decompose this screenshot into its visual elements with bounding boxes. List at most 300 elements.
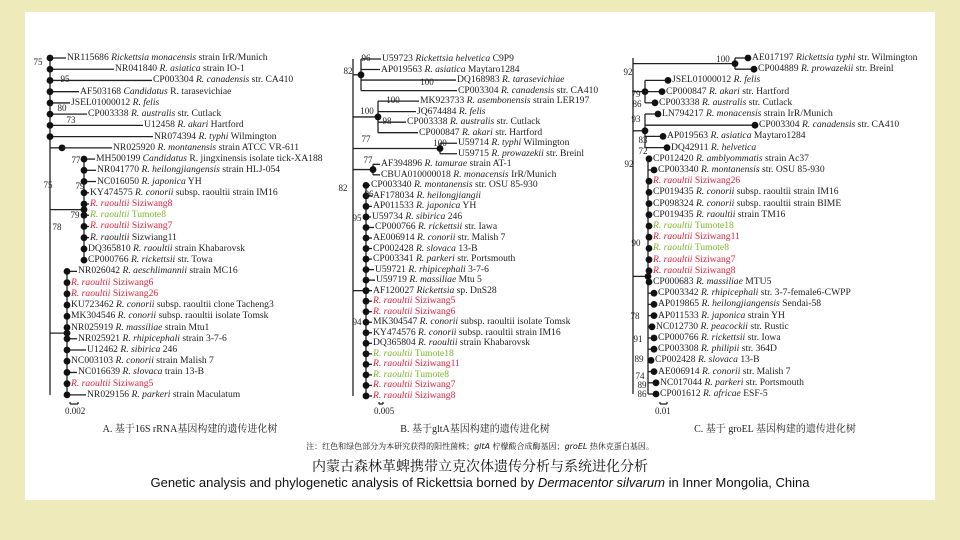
node-dot (651, 290, 658, 297)
leaf-strain: strain IO-1 (202, 63, 245, 75)
figure-note (0, 441, 960, 452)
leaf-strain: ESF-5 (743, 388, 768, 399)
leaf-accession: CP003342 (658, 287, 699, 299)
leaf-accession: AP011533 (373, 200, 414, 212)
tree-leaf-label (655, 355, 760, 365)
leaf-accession: NR025920 (113, 141, 156, 153)
bootstrap-value: 98 (382, 116, 392, 126)
node-dot (363, 329, 370, 336)
leaf-species: R. raoultii (133, 242, 173, 254)
leaf-accession: NR025919 (71, 321, 114, 333)
leaf-species: R. philipii (700, 343, 740, 355)
tree-leaf-label (381, 65, 520, 75)
leaf-strain: YH (462, 200, 477, 212)
node-dot (363, 319, 370, 326)
note-gene2: groEL (564, 442, 588, 451)
leaf-species: R. raoultii (90, 209, 130, 221)
tree-leaf-label (78, 266, 238, 276)
leaf-species: R. akari (461, 126, 493, 138)
leaf-strain: strain HLJ-054 (222, 164, 281, 176)
leaf-species: Rickettsia typhi (795, 52, 856, 63)
leaf-strain: strain IrR/Munich (763, 108, 833, 119)
leaf-accession: JSEL01000012 (672, 74, 732, 86)
node-dot (81, 212, 88, 219)
leaf-strain: strain Maculatum (172, 388, 241, 400)
leaf-strain: str. Breinl (855, 63, 894, 75)
leaf-species: R. canadensis (500, 84, 555, 96)
bootstrap-value: 73 (66, 115, 76, 125)
node-dot (363, 266, 370, 273)
tree-leaf-label (78, 334, 227, 344)
node-dot (651, 301, 658, 308)
tree-leaf-label (88, 109, 221, 119)
leaf-strain: Siziwang5 (112, 377, 154, 389)
leaf-strain: strain ATCC VR-611 (218, 141, 300, 153)
leaf-accession: U59715 (458, 147, 489, 159)
node-dot (752, 122, 759, 129)
leaf-species: R. heilongjiangensis (141, 164, 220, 176)
tree-leaf-label (88, 244, 245, 254)
leaf-species: R. asiatica (710, 130, 752, 142)
leaf-strain: Hartford (210, 119, 244, 131)
leaf-strain: str. Cutlack (177, 108, 222, 120)
leaf-accession: AF503168 (80, 85, 122, 97)
node-dot (655, 111, 662, 118)
tree-leaf-label (373, 307, 455, 317)
note-gene1: gltA (474, 442, 491, 451)
bootstrap-value: 92 (624, 159, 634, 169)
tree-leaf-label (381, 159, 512, 169)
leaf-strain: Siziwang8 (414, 389, 456, 401)
bootstrap-value: 100 (386, 95, 400, 105)
leaf-accession: AP019563 (667, 130, 709, 142)
node-dot (363, 361, 370, 368)
node-dot (653, 391, 660, 398)
bootstrap-value: 82 (338, 183, 348, 193)
tree-leaf-label (115, 64, 245, 74)
leaf-species: R. raoultii (90, 220, 130, 232)
node-dot (64, 268, 71, 275)
leaf-strain: Tumote8 (414, 368, 449, 380)
tree-leaf-label (90, 233, 177, 243)
tree-leaf-label (653, 232, 740, 242)
leaf-strain: 246 (447, 210, 463, 222)
leaf-accession: CP003340 (658, 164, 699, 175)
tree-leaf-label (653, 255, 735, 265)
tree-leaf-label (653, 176, 740, 186)
tree-leaf-label (417, 107, 486, 117)
node-dot (81, 167, 88, 174)
tree-leaf-label (666, 87, 789, 97)
node-dot (660, 133, 667, 140)
bootstrap-value: 77 (363, 155, 373, 165)
bootstrap-value: 100 (360, 106, 374, 116)
leaf-accession: NC012730 (656, 320, 699, 332)
node-dot (64, 358, 71, 365)
node-dot (47, 122, 54, 129)
node-dot (646, 267, 653, 274)
leaf-species: R. conorii (115, 355, 154, 367)
leaf-strain: 13-B (740, 354, 760, 366)
leaf-species: R. canadensis (195, 74, 250, 86)
leaf-accession: MH500199 (96, 153, 141, 165)
slide-title-english (0, 475, 960, 490)
leaf-strain: MTU5 (745, 276, 772, 287)
leaf-accession: NR041770 (97, 164, 140, 176)
bootstrap-value: 75 (43, 180, 53, 190)
leaf-accession: CP003308 (658, 343, 699, 355)
tree-leaf-label (97, 177, 202, 187)
node-dot (363, 277, 370, 284)
leaf-species: R. rhipicephali (122, 332, 180, 344)
node-dot (642, 127, 649, 134)
tree-leaf-label (671, 143, 756, 153)
node-dot (363, 393, 370, 400)
tree-leaf-label (658, 367, 790, 377)
tree-leaf-label (653, 221, 734, 231)
leaf-strain: Tumote8 (131, 209, 166, 221)
node-dot (646, 189, 653, 196)
leaf-species: R. raoultii (695, 208, 736, 220)
node-dot (363, 350, 370, 357)
leaf-strain: str. OSU 85-930 (761, 164, 825, 175)
leaf-strain: Siziwang8 (131, 197, 173, 209)
leaf-accession: CP098324 (653, 197, 694, 209)
leaf-species: R. asembonensis (466, 95, 531, 107)
tree-leaf-label (381, 170, 556, 180)
tree-leaf-label (373, 286, 497, 296)
leaf-accession: AP011533 (658, 309, 699, 321)
leaf-strain: str. Portsmouth (457, 253, 516, 265)
leaf-species: R. slovaca (122, 366, 163, 378)
panel-caption: B. 基于gltA基因构建的遗传进化树 (400, 424, 550, 435)
leaf-accession: CP003340 (371, 179, 412, 191)
bootstrap-value: 95 (352, 213, 362, 223)
leaf-accession: KU723462 (71, 299, 114, 311)
leaf-species: R. conorii (695, 197, 735, 209)
tree-leaf-label (653, 210, 785, 220)
leaf-accession: NC016639 (78, 366, 121, 378)
bootstrap-value: 82 (343, 66, 353, 76)
leaf-accession: CP003304 (458, 84, 499, 96)
bootstrap-value: 91 (633, 334, 643, 344)
leaf-strain: str. Iowa (747, 332, 781, 343)
leaf-species: R. akari (708, 85, 740, 97)
tree-leaf-label (90, 221, 172, 231)
leaf-strain: Siziwang7 (131, 220, 173, 232)
node-dot (646, 245, 653, 252)
leaf-strain: Sendai-58 (782, 298, 822, 310)
leaf-strain: strain AT-1 (469, 158, 512, 170)
tree-leaf-label (71, 356, 214, 366)
tree-leaf-label (96, 154, 323, 164)
tree-leaf-label (71, 98, 159, 108)
leaf-species: R. japonica (141, 175, 186, 187)
leaf-species: R. amblyommatis (695, 152, 763, 164)
leaf-species: Rickettsia (416, 284, 455, 296)
node-dot (363, 203, 370, 210)
tree-leaf-label (458, 138, 569, 148)
tree-leaf-label (662, 109, 833, 119)
node-dot (651, 335, 658, 342)
leaf-strain: subsp. raoultii clone Tacheng3 (156, 299, 274, 311)
tree-leaf-label (373, 233, 505, 243)
tree-leaf-label (373, 317, 570, 327)
leaf-strain: Siziwang26 (694, 175, 741, 187)
bootstrap-value: 75 (33, 57, 43, 67)
leaf-accession: DQ42911 (671, 141, 709, 153)
leaf-strain: str. CA410 (556, 84, 599, 96)
leaf-species: R. slovaca (697, 354, 738, 366)
tree-leaf-label (113, 143, 299, 153)
leaf-strain: Siziwang7 (414, 379, 456, 391)
tree-leaf-label (78, 367, 204, 377)
bootstrap-value: 95 (60, 74, 70, 84)
node-dot (646, 223, 653, 230)
leaf-strain: str. Hartford (742, 85, 790, 97)
leaf-species: R. rickettsii (130, 254, 176, 266)
leaf-species: R. aeschlimannii (122, 265, 187, 277)
leaf-species: R. conorii (135, 186, 174, 198)
node-dot (653, 379, 660, 386)
node-dot (64, 347, 71, 354)
node-dot (363, 245, 370, 252)
leaf-accession: AF120027 (373, 284, 415, 296)
panel-caption: C. 基于 groEL 基因构建的遗传进化树 (694, 424, 856, 435)
tree-leaf-label (90, 199, 172, 209)
node-dot (363, 382, 370, 389)
bootstrap-value: 92 (623, 67, 633, 77)
leaf-accession: CP000766 (658, 332, 699, 343)
leaf-species: R. montanensis (157, 141, 217, 153)
tree-leaf-label (87, 345, 177, 355)
leaf-species: R. tarasevichiae (502, 74, 565, 86)
leaf-strain: Sizwiang11 (131, 231, 177, 243)
tree-leaf-label (80, 87, 231, 97)
leaf-species: R. typhi (491, 137, 522, 149)
leaf-species: R. monacensis (705, 108, 762, 119)
leaf-species: R. japonica (416, 200, 461, 212)
bootstrap-value: 89 (637, 380, 647, 390)
leaf-strain: Tumote18 (694, 220, 734, 231)
leaf-species: R. sibirica (120, 343, 161, 355)
leaf-strain: str. 364D (741, 343, 777, 355)
node-dot (81, 234, 88, 241)
tree-leaf-label (759, 120, 899, 130)
node-dot (81, 156, 88, 163)
leaf-accession: KY474576 (373, 326, 416, 338)
tree-leaf-label (758, 64, 894, 74)
leaf-accession: U59714 (458, 137, 489, 149)
leaf-accession: MK304547 (373, 316, 418, 328)
bootstrap-value: 79 (75, 181, 85, 191)
note-text: 注：红色和绿色部分为本研究获得的阳性菌株； (306, 442, 475, 451)
leaf-strain: subsp. raoultii strain IM16 (458, 326, 561, 338)
leaf-strain: strain TM16 (737, 208, 786, 220)
tree-leaf-label (419, 128, 542, 138)
leaf-strain: subsp. raoultii strain BIME (736, 197, 842, 209)
leaf-accession: CP012420 (653, 152, 694, 164)
tree-leaf-label (653, 277, 771, 287)
node-dot (646, 178, 653, 185)
leaf-strain: subsp. raoultii isolate Tomsk (460, 316, 571, 328)
tree-leaf-label (71, 379, 153, 389)
leaf-strain: str. Cutlack (748, 96, 793, 108)
leaf-accession: CP000683 (653, 276, 694, 287)
leaf-strain: Maytaro1284 (753, 130, 806, 142)
leaf-species: R. slovaca (415, 242, 456, 254)
node-dot (664, 144, 671, 151)
leaf-strain: IrR/Munich (511, 168, 557, 180)
leaf-species: R. rickettsii (417, 221, 463, 233)
leaf-species: R. conorii (416, 232, 456, 243)
tree-leaf-label (658, 344, 777, 354)
leaf-species: R. conorii (695, 186, 735, 198)
bootstrap-value: 78 (52, 222, 62, 232)
leaf-accession: CP000766 (375, 221, 416, 233)
tree-leaf-label (752, 53, 917, 63)
node-dot (751, 66, 758, 73)
tree-leaf-label (71, 300, 274, 310)
leaf-accession: NR074394 (154, 130, 197, 142)
tree-leaf-label (71, 311, 268, 321)
leaf-species: R. massiliae (409, 274, 457, 286)
tree-leaf-label (71, 289, 158, 299)
leaf-accession: NR041840 (115, 63, 158, 75)
bootstrap-value: 89 (634, 354, 644, 364)
tree-leaf-label (653, 154, 809, 164)
tree-leaf-label (373, 338, 530, 348)
leaf-accession: MK304546 (71, 310, 116, 322)
tree-leaf-label (373, 244, 478, 254)
tree-leaf-label (407, 117, 540, 127)
leaf-accession: NC017044 (660, 376, 703, 388)
leaf-strain: str. Towa (177, 254, 213, 266)
leaf-species: R. raoultii (373, 368, 413, 380)
leaf-species: R. raoultii (90, 231, 130, 243)
tree-leaf-label (658, 333, 781, 343)
tree-leaf-label (660, 389, 768, 399)
node-dot (47, 111, 54, 118)
tree-leaf-label (373, 380, 455, 390)
tree-leaf-label (373, 328, 561, 338)
leaf-species: R. raoultii (653, 242, 693, 254)
tree-leaf-label (457, 75, 564, 85)
leaf-strain: Siziwang6 (112, 276, 154, 288)
node-dot (646, 211, 653, 218)
tree-leaf-label (373, 296, 455, 306)
leaf-accession: CP004889 (758, 63, 799, 75)
tree-leaf-label (373, 201, 476, 211)
leaf-species: Candidatus (142, 153, 187, 165)
leaf-accession: AE006914 (373, 232, 415, 243)
node-dot (64, 279, 71, 286)
node-dot (64, 369, 71, 376)
leaf-species: R. parkeri (415, 253, 455, 265)
tree-leaf-label (373, 191, 481, 201)
leaf-species: R. peacockii (700, 320, 748, 332)
scale-bar-label: 0.002 (65, 406, 86, 416)
tree-leaf-label (653, 199, 841, 209)
node-dot (47, 100, 54, 107)
tree-leaf-label (153, 75, 293, 85)
node-dot (47, 77, 54, 84)
node-dot (652, 99, 659, 106)
leaf-strain: Maytaro1284 (467, 63, 520, 75)
tree-leaf-label (653, 187, 839, 197)
leaf-strain: sp. DnS28 (456, 284, 497, 296)
bootstrap-value: 100 (420, 77, 434, 87)
tree-leaf-label (373, 391, 455, 401)
tree-leaf-label (373, 370, 449, 380)
node-dot (363, 224, 370, 231)
leaf-strain: str. Hartford (495, 126, 543, 138)
node-dot (665, 77, 672, 84)
node-dot (659, 88, 666, 95)
leaf-accession: CP003338 (659, 96, 700, 108)
tree-leaf-label (656, 322, 789, 332)
leaf-species: Rickettsia helvetica (415, 53, 491, 64)
node-dot (651, 368, 658, 375)
leaf-strain: Tumote8 (694, 242, 729, 254)
leaf-species: R. parkeri (704, 376, 744, 388)
node-dot (47, 88, 54, 95)
node-dot (64, 313, 71, 320)
leaf-species: Rickettsia monacensis (111, 52, 197, 63)
tree-leaf-label (672, 75, 760, 85)
node-dot (363, 256, 370, 263)
leaf-strain: str. 3-7-female6-CWPP (760, 287, 851, 299)
leaf-species: R. asiatica (424, 63, 466, 75)
leaf-species: R. asiatica (159, 63, 201, 75)
panel-caption: A. 基于16S rRNA基因构建的遗传进化树 (102, 424, 278, 435)
leaf-accession: JSEL01000012 (71, 96, 131, 108)
leaf-strain: Wilmington (523, 137, 570, 149)
tree-leaf-label (372, 212, 462, 222)
leaf-accession: JQ674484 (417, 105, 457, 117)
leaf-strain: YH (187, 175, 202, 187)
tree-leaf-label (658, 288, 851, 298)
bootstrap-value: 100 (433, 138, 447, 148)
tree-leaf-label (144, 120, 244, 130)
leaf-strain: str. Cutlack (496, 116, 541, 128)
leaf-species: R. conorii (116, 299, 155, 311)
leaf-strain: 246 (162, 343, 178, 355)
node-dot (363, 214, 370, 221)
leaf-species: R. felis (132, 96, 160, 108)
leaf-accession: U12462 (87, 343, 118, 355)
node-dot (649, 323, 656, 330)
tree-leaf-label (371, 180, 538, 190)
leaf-strain: Siziwang11 (694, 231, 740, 243)
leaf-accession: AE006914 (658, 365, 700, 377)
bootstrap-value: 77 (71, 155, 81, 165)
leaf-accession: U59721 (375, 263, 406, 275)
node-dot (47, 133, 54, 140)
leaf-species: R. africae (702, 388, 741, 399)
leaf-strain: subsp. raoultii strain IM16 (175, 186, 278, 198)
leaf-accession: AP019865 (658, 298, 700, 310)
tree-leaf-label (67, 53, 268, 63)
leaf-species: R. conorii (117, 310, 157, 322)
slide-title-chinese: 内蒙古森林革蜱携带立克次体遗传分析与系统进化分析 (312, 459, 648, 475)
leaf-accession: NC003103 (71, 355, 114, 367)
node-dot (646, 279, 653, 286)
node-dot (363, 308, 370, 315)
leaf-species: R. tamurae (424, 158, 468, 170)
tree-leaf-label (373, 349, 454, 359)
leaf-species: R. raoultii (71, 276, 111, 288)
